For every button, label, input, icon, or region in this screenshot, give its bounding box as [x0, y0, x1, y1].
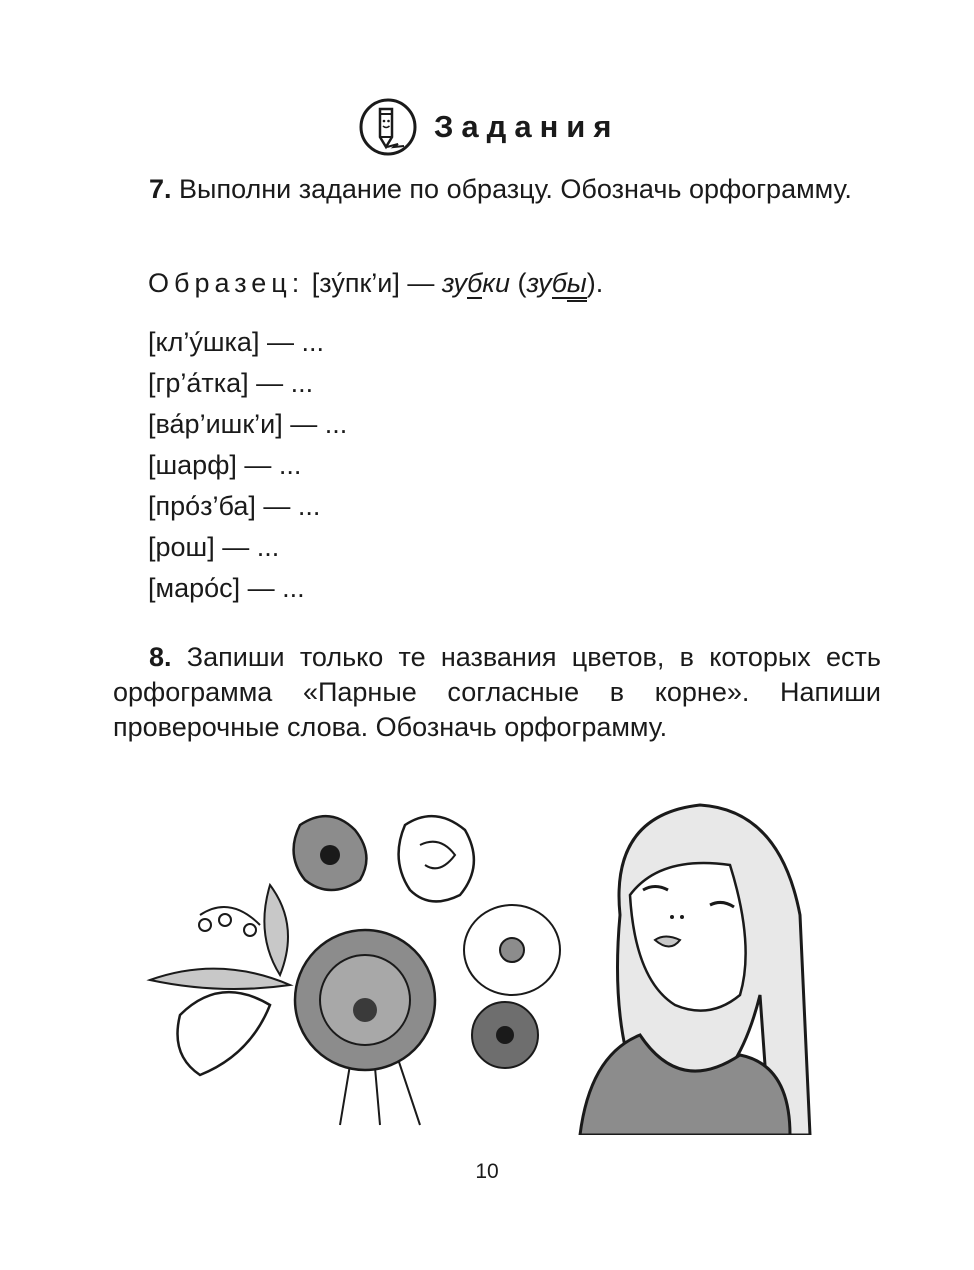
task-8-instruction	[113, 640, 881, 745]
section-title: Задания	[434, 109, 620, 144]
sample-word-orthogram: б	[467, 268, 483, 298]
list-item: [ва́р’ишк’и] — ...	[148, 409, 348, 439]
sample-check-word	[518, 268, 604, 298]
check-word-start: зу	[526, 268, 552, 298]
check-word-orthogram: б	[551, 268, 567, 298]
sample-transcription: [зу́пк’и]	[311, 268, 400, 298]
task-7-text: Выполни задание по образцу. Обозначь орфограмму.	[179, 174, 852, 204]
task-7-instruction	[113, 172, 881, 207]
lily-of-the-valley	[199, 907, 260, 936]
page-number: 10	[475, 1160, 499, 1183]
section-header	[358, 96, 619, 158]
task-7-number: 7.	[149, 174, 172, 204]
sample-dash: —	[407, 268, 435, 298]
rose-flower	[399, 816, 474, 901]
list-item: [про́з’ба] — ...	[148, 491, 321, 521]
sample-word-end: ки	[482, 268, 511, 298]
poppy-flower	[294, 816, 367, 890]
list-item: [рош] — ...	[148, 532, 280, 562]
girl-with-flowers-illustration	[140, 795, 820, 1135]
sample-label: Образец:	[148, 268, 305, 298]
list-item: [шарф] — ...	[148, 450, 302, 480]
sample-word-start: зу	[441, 268, 468, 298]
list-item: [гр’а́тка] — ...	[148, 368, 314, 398]
daisy-flower	[464, 905, 560, 995]
list-item: [маро́с] — ...	[148, 573, 305, 603]
pencil-in-circle-icon	[358, 97, 418, 157]
task-8-text: Запиши только те названия цветов, в которых есть орфограмма «Парные согласные в корне». Напиши проверочные слова. Обозначь орфограмму.	[113, 642, 881, 742]
list-item: [кл’у́шка] — ...	[148, 327, 324, 357]
dahlia-flower	[295, 930, 435, 1070]
sample-word	[442, 268, 510, 298]
close-paren: ).	[586, 268, 604, 298]
open-paren: (	[517, 268, 527, 298]
task-7-word-list	[148, 322, 347, 609]
check-word-vowel: ы	[567, 269, 587, 302]
task-7-sample	[148, 266, 603, 302]
cornflower	[472, 1002, 538, 1068]
task-8-number: 8.	[149, 642, 172, 672]
